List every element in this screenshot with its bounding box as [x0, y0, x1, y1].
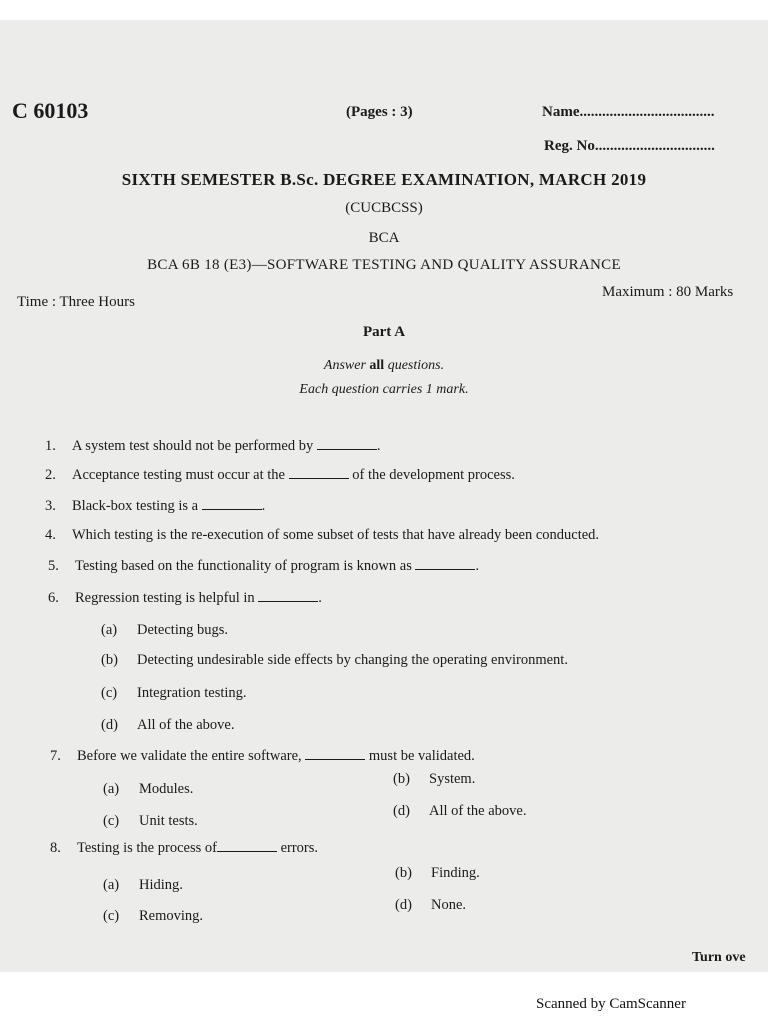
q7-option-c: [103, 813, 198, 830]
option-text: Detecting undesirable side effects by changing the operating environment.: [137, 652, 568, 668]
turn-over-note: Turn ove: [692, 950, 746, 965]
q7-option-b: [393, 771, 475, 788]
option-letter: (c): [103, 908, 120, 924]
name-line: Name....................................: [542, 104, 715, 120]
question-4: [45, 527, 599, 544]
question-text: .: [376, 438, 381, 454]
page-count: (Pages : 3): [346, 104, 413, 120]
instruction-marks: Each question carries 1 mark.: [299, 382, 469, 397]
answer-blank: [415, 559, 475, 570]
question-number: 8.: [50, 840, 61, 856]
question-text: Regression testing is helpful in: [75, 590, 255, 606]
option-text: Finding.: [431, 865, 480, 881]
question-number: 1.: [45, 438, 56, 454]
scanner-footer: Scanned by CamScanner: [536, 996, 686, 1012]
paper-code: C 60103: [12, 98, 89, 123]
q8-option-c: [103, 908, 203, 925]
part-title: Part A: [362, 324, 406, 340]
question-text: Black-box testing is a: [72, 498, 199, 514]
question-text: A system test should not be performed by: [72, 438, 314, 454]
q8-option-d: [395, 897, 466, 914]
question-6: [48, 590, 322, 607]
question-text: Which testing is the re-execution of some subset of tests that have already been conducted.: [72, 527, 600, 543]
answer-blank: [305, 749, 365, 760]
exam-scheme: (CUCBCSS): [345, 200, 423, 216]
option-letter: (d): [101, 717, 118, 733]
option-letter: (d): [393, 803, 410, 819]
option-text: Modules.: [139, 781, 194, 797]
question-text: Before we validate the entire software,: [77, 748, 302, 764]
option-letter: (a): [101, 622, 118, 638]
option-text: Unit tests.: [139, 813, 198, 829]
option-text: Detecting bugs.: [137, 622, 229, 638]
question-text: Acceptance testing must occur at the: [72, 467, 285, 483]
question-text: of the development process.: [352, 467, 515, 483]
option-text: Integration testing.: [137, 685, 247, 701]
question-text: must be validated.: [368, 748, 475, 764]
option-letter: (b): [395, 865, 412, 881]
instruction-text: Answer: [323, 358, 366, 373]
q8-option-a: [103, 877, 183, 894]
option-text: All of the above.: [137, 717, 235, 733]
reg-no-line: Reg. No................................: [544, 138, 715, 154]
question-2: [45, 467, 515, 484]
option-letter: (b): [101, 652, 118, 668]
question-text: Testing is the process of: [77, 840, 217, 856]
exam-time: Time : Three Hours: [17, 294, 135, 310]
question-number: 7.: [50, 748, 61, 764]
option-text: All of the above.: [429, 803, 527, 819]
option-letter: (d): [395, 897, 412, 913]
instruction-answer-all: [0, 358, 768, 374]
answer-blank: [217, 841, 277, 852]
question-text: Testing based on the functionality of program is known as: [75, 558, 412, 574]
question-text: .: [318, 590, 322, 606]
question-7: [50, 748, 475, 765]
question-text: .: [475, 558, 480, 574]
option-text: None.: [431, 897, 467, 913]
answer-blank: [289, 468, 349, 479]
option-letter: (a): [103, 877, 120, 893]
instruction-text: questions.: [387, 358, 445, 373]
answer-blank: [202, 499, 262, 510]
option-letter: (c): [103, 813, 120, 829]
q7-option-a: [103, 781, 193, 798]
max-marks: Maximum : 80 Marks: [602, 284, 734, 300]
q6-option-d: [101, 717, 234, 734]
question-8: [50, 840, 318, 857]
question-number: 6.: [48, 590, 59, 606]
course-title: BCA 6B 18 (E3)—SOFTWARE TESTING AND QUALITY ASSURANCE: [147, 257, 621, 273]
option-letter: (c): [101, 685, 118, 701]
option-text: System.: [429, 771, 476, 787]
option-text: Hiding.: [139, 877, 183, 893]
option-text: Removing.: [139, 908, 204, 924]
answer-blank: [317, 439, 377, 450]
question-number: 4.: [45, 527, 56, 543]
q6-option-b: [101, 652, 568, 669]
exam-title: SIXTH SEMESTER B.Sc. DEGREE EXAMINATION, MARCH 2019: [121, 170, 647, 189]
exam-paper-sheet: [0, 20, 768, 972]
question-5: [48, 558, 479, 575]
answer-blank: [258, 591, 318, 602]
q7-option-d: [393, 803, 526, 820]
question-text: .: [261, 498, 266, 514]
exam-program: BCA: [368, 230, 400, 246]
q6-option-c: [101, 685, 247, 702]
question-1: [45, 438, 380, 455]
instruction-emphasis: all: [369, 358, 385, 373]
question-number: 5.: [48, 558, 59, 574]
option-letter: (b): [393, 771, 410, 787]
question-number: 2.: [45, 467, 56, 483]
q8-option-b: [395, 865, 480, 882]
question-text: errors.: [280, 840, 319, 856]
question-number: 3.: [45, 498, 56, 514]
question-3: [45, 498, 265, 515]
option-letter: (a): [103, 781, 120, 797]
q6-option-a: [101, 622, 228, 639]
